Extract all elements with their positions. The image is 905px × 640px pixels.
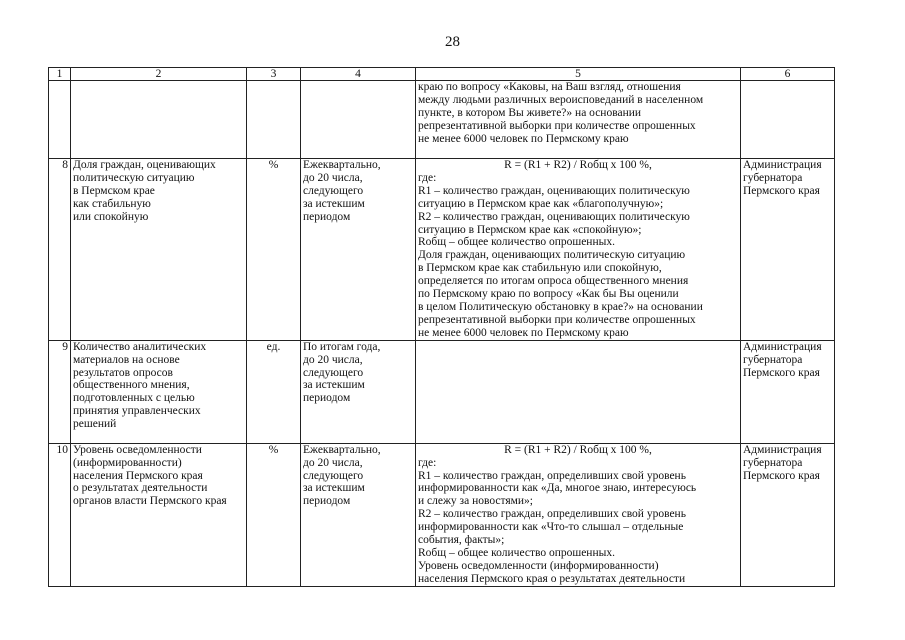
name-line: политическую ситуацию xyxy=(73,171,195,184)
method-line: репрезентативной выборки при количестве опрошенных xyxy=(418,119,696,132)
formula: R = (R1 + R2) / Rобщ x 100 %, xyxy=(504,443,652,456)
header-cell-3: 3 xyxy=(247,68,301,81)
period-line: По итогам года, xyxy=(303,340,381,353)
method-line: определяется по итогам опроса общественного мнения xyxy=(418,275,689,288)
row-number: 8 xyxy=(49,159,71,341)
responsible-line: Администрация xyxy=(743,340,822,353)
period-line: до 20 числа, xyxy=(303,353,363,366)
method-line: ситуацию в Пермском крае как «благополучную»; xyxy=(418,197,664,210)
method-line: краю по вопросу «Каковы, на Ваш взгляд, отношения xyxy=(418,81,681,93)
method-line: R2 – количество граждан, оценивающих политическую xyxy=(418,210,690,223)
period-line: за истекшим xyxy=(303,197,365,210)
period-line: за истекшим xyxy=(303,379,365,392)
continuation-row xyxy=(49,81,835,159)
responsible-line: Администрация xyxy=(743,443,822,456)
period-cell xyxy=(301,443,416,586)
cont-unit-cell xyxy=(247,81,301,159)
name-line: как стабильную xyxy=(73,197,151,210)
period-line: следующего xyxy=(303,184,364,197)
responsible-line: губернатора xyxy=(743,171,803,184)
name-line: (информированности) xyxy=(73,456,182,469)
cont-name-cell xyxy=(71,81,247,159)
method-line: по Пермскому краю по вопросу «Как бы Вы оценили xyxy=(418,288,679,301)
header-cell-2: 2 xyxy=(71,68,247,81)
header-cell-1: 1 xyxy=(49,68,71,81)
responsible-line: Пермского края xyxy=(743,469,820,482)
name-line: решений xyxy=(73,418,117,431)
method-line: не менее 6000 человек по Пермскому краю xyxy=(418,326,629,339)
period-line: до 20 числа, xyxy=(303,171,363,184)
unit-cell: % xyxy=(247,443,301,586)
name-line: о результатах деятельности xyxy=(73,482,208,495)
table-row xyxy=(49,159,835,341)
period-line: за истекшим xyxy=(303,482,365,495)
method-line: R2 – количество граждан, определивших свой уровень xyxy=(418,508,686,521)
period-line: периодом xyxy=(303,210,351,223)
period-line: следующего xyxy=(303,469,364,482)
row-number: 9 xyxy=(49,340,71,443)
unit-cell: ед. xyxy=(247,340,301,443)
period-cell xyxy=(301,159,416,341)
indicators-table xyxy=(48,67,835,587)
method-line: где: xyxy=(418,456,437,469)
method-cell xyxy=(416,443,741,586)
header-cell-4: 4 xyxy=(301,68,416,81)
method-line: населения Пермского края о результатах деятельности xyxy=(418,572,686,585)
responsible-line: Пермского края xyxy=(743,184,820,197)
method-line: Доля граждан, оценивающих политическую ситуацию xyxy=(418,249,686,262)
period-line: периодом xyxy=(303,392,351,405)
method-line: и слежу за новостями»; xyxy=(418,495,534,508)
name-line: в Пермском крае xyxy=(73,184,155,197)
period-line: Ежеквартально, xyxy=(303,443,381,456)
name-line: Количество аналитических xyxy=(73,340,207,353)
indicator-name xyxy=(71,443,247,586)
method-line: не менее 6000 человек по Пермскому краю xyxy=(418,132,629,145)
indicator-name xyxy=(71,159,247,341)
name-line: Уровень осведомленности xyxy=(73,443,202,456)
name-line: общественного мнения, xyxy=(73,379,190,392)
period-line: следующего xyxy=(303,366,364,379)
period-line: Ежеквартально, xyxy=(303,159,381,171)
cont-method-cell xyxy=(416,81,741,159)
method-line: Rобщ – общее количество опрошенных. xyxy=(418,236,615,249)
responsible-line: губернатора xyxy=(743,353,803,366)
method-line: информированности как «Что-то слышал – отдельные xyxy=(418,521,684,534)
period-cell xyxy=(301,340,416,443)
responsible-line: Администрация xyxy=(743,159,822,171)
responsible-line: губернатора xyxy=(743,456,803,469)
method-line: в Пермском крае как стабильную или спокойную, xyxy=(418,262,662,275)
name-line: населения Пермского края xyxy=(73,469,203,482)
method-line: между людьми различных вероисповеданий в населенном xyxy=(418,93,704,106)
method-line: Rобщ – общее количество опрошенных. xyxy=(418,546,615,559)
method-line: пункте, в котором Вы живете?» на основании xyxy=(418,106,642,119)
name-line: принятия управленческих xyxy=(73,405,201,418)
method-line: где: xyxy=(418,171,437,184)
header-cell-5: 5 xyxy=(416,68,741,81)
method-line: Уровень осведомленности (информированности) xyxy=(418,559,659,572)
header-row xyxy=(49,68,835,81)
cont-num-cell xyxy=(49,81,71,159)
unit-cell: % xyxy=(247,159,301,341)
period-line: до 20 числа, xyxy=(303,456,363,469)
name-line: результатов опросов xyxy=(73,366,173,379)
method-cell xyxy=(416,159,741,341)
responsible-cell xyxy=(741,340,835,443)
method-line: ситуацию в Пермском крае как «спокойную»; xyxy=(418,223,642,236)
cont-period-cell xyxy=(301,81,416,159)
method-line: в целом Политическую обстановку в крае?» на основании xyxy=(418,300,703,313)
header-cell-6: 6 xyxy=(741,68,835,81)
name-line: материалов на основе xyxy=(73,353,180,366)
responsible-cell xyxy=(741,443,835,586)
method-line: R1 – количество граждан, оценивающих политическую xyxy=(418,184,690,197)
formula: R = (R1 + R2) / Rобщ x 100 %, xyxy=(504,159,652,171)
method-line: события, факты»; xyxy=(418,534,505,547)
table-row xyxy=(49,443,835,586)
method-cell xyxy=(416,340,741,443)
name-line: или спокойную xyxy=(73,210,149,223)
period-line: периодом xyxy=(303,495,351,508)
cont-responsible-cell xyxy=(741,81,835,159)
name-line: органов власти Пермского края xyxy=(73,495,227,508)
indicator-name xyxy=(71,340,247,443)
table-row xyxy=(49,340,835,443)
name-line: Доля граждан, оценивающих xyxy=(73,159,216,171)
method-line: R1 – количество граждан, определивших свой уровень xyxy=(418,469,686,482)
name-line: подготовленных с целью xyxy=(73,392,195,405)
row-number: 10 xyxy=(49,443,71,586)
responsible-cell xyxy=(741,159,835,341)
responsible-line: Пермского края xyxy=(743,366,820,379)
method-line: информированности как «Да, многое знаю, интересуюсь xyxy=(418,482,697,495)
page-number: 28 xyxy=(445,34,460,50)
method-line: репрезентативной выборки при количестве опрошенных xyxy=(418,313,696,326)
